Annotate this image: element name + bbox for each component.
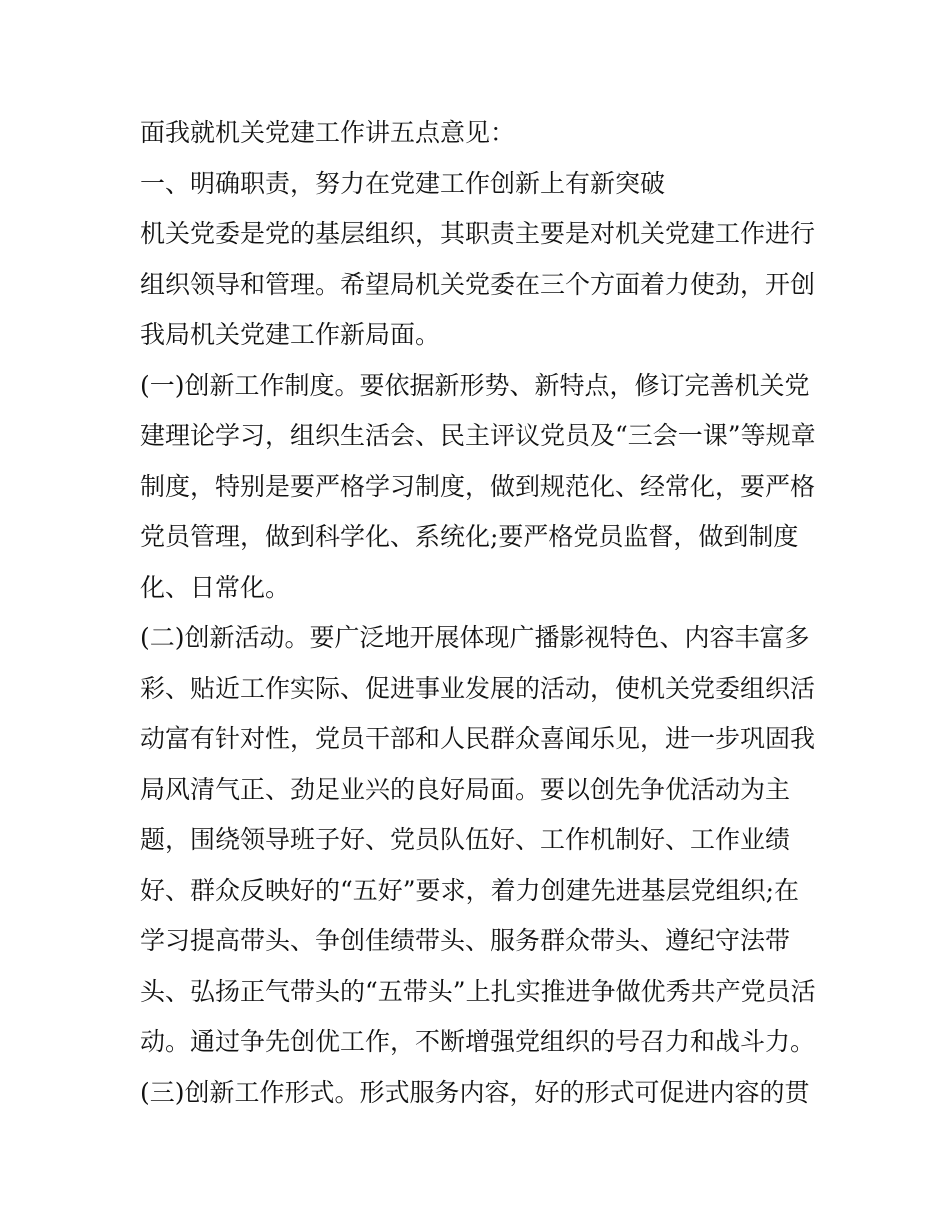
text-line: 建理论学习，组织生活会、民主评议党员及“三会一课”等规章 [140, 421, 816, 450]
text-line: 化、日常化。 [140, 572, 291, 602]
text-line: (一)创新工作制度。要依据新形势、新特点，修订完善机关党 [140, 370, 810, 400]
text-line: 机关党委是党的基层组织，其职责主要是对机关党建工作进行 [140, 219, 816, 248]
text-line: (二)创新活动。要广泛地开展体现广播影视特色、内容丰富多 [140, 623, 810, 652]
text-line: 彩、贴近工作实际、促进事业发展的活动，使机关党委组织活 [140, 673, 816, 703]
text-line: 题，围绕领导班子好、党员队伍好、工作机制好、工作业绩 [140, 825, 791, 854]
text-line: 好、群众反映好的“五好”要求，着力创建先进基层党组织;在 [140, 875, 799, 905]
text-line: 动。通过争先创优工作，不断增强党组织的号召力和战斗力。 [140, 1027, 816, 1056]
text-line: 党员管理，做到科学化、系统化;要严格党员监督，做到制度 [140, 522, 799, 551]
text-line: 局风清气正、劲足业兴的良好局面。要以创先争优活动为主 [140, 774, 791, 804]
text-line: (三)创新工作形式。形式服务内容，好的形式可促进内容的贯 [140, 1077, 810, 1107]
document-body [140, 108, 820, 1118]
text-line: 我局机关党建工作新局面。 [140, 320, 441, 349]
text-line: 面我就机关党建工作讲五点意见： [140, 118, 516, 147]
text-line: 头、弘扬正气带头的“五带头”上扎实推进争做优秀共产党员活 [140, 976, 816, 1006]
section-heading: 一、明确职责，努力在党建工作创新上有新突破 [140, 168, 666, 198]
text-line: 组织领导和管理。希望局机关党委在三个方面着力使劲，开创 [140, 269, 816, 299]
text-line: 学习提高带头、争创佳绩带头、服务群众带头、遵纪守法带 [140, 926, 791, 955]
text-line: 制度，特别是要严格学习制度，做到规范化、经常化，要严格 [140, 471, 816, 501]
text-line: 动富有针对性，党员干部和人民群众喜闻乐见，进一步巩固我 [140, 724, 816, 753]
